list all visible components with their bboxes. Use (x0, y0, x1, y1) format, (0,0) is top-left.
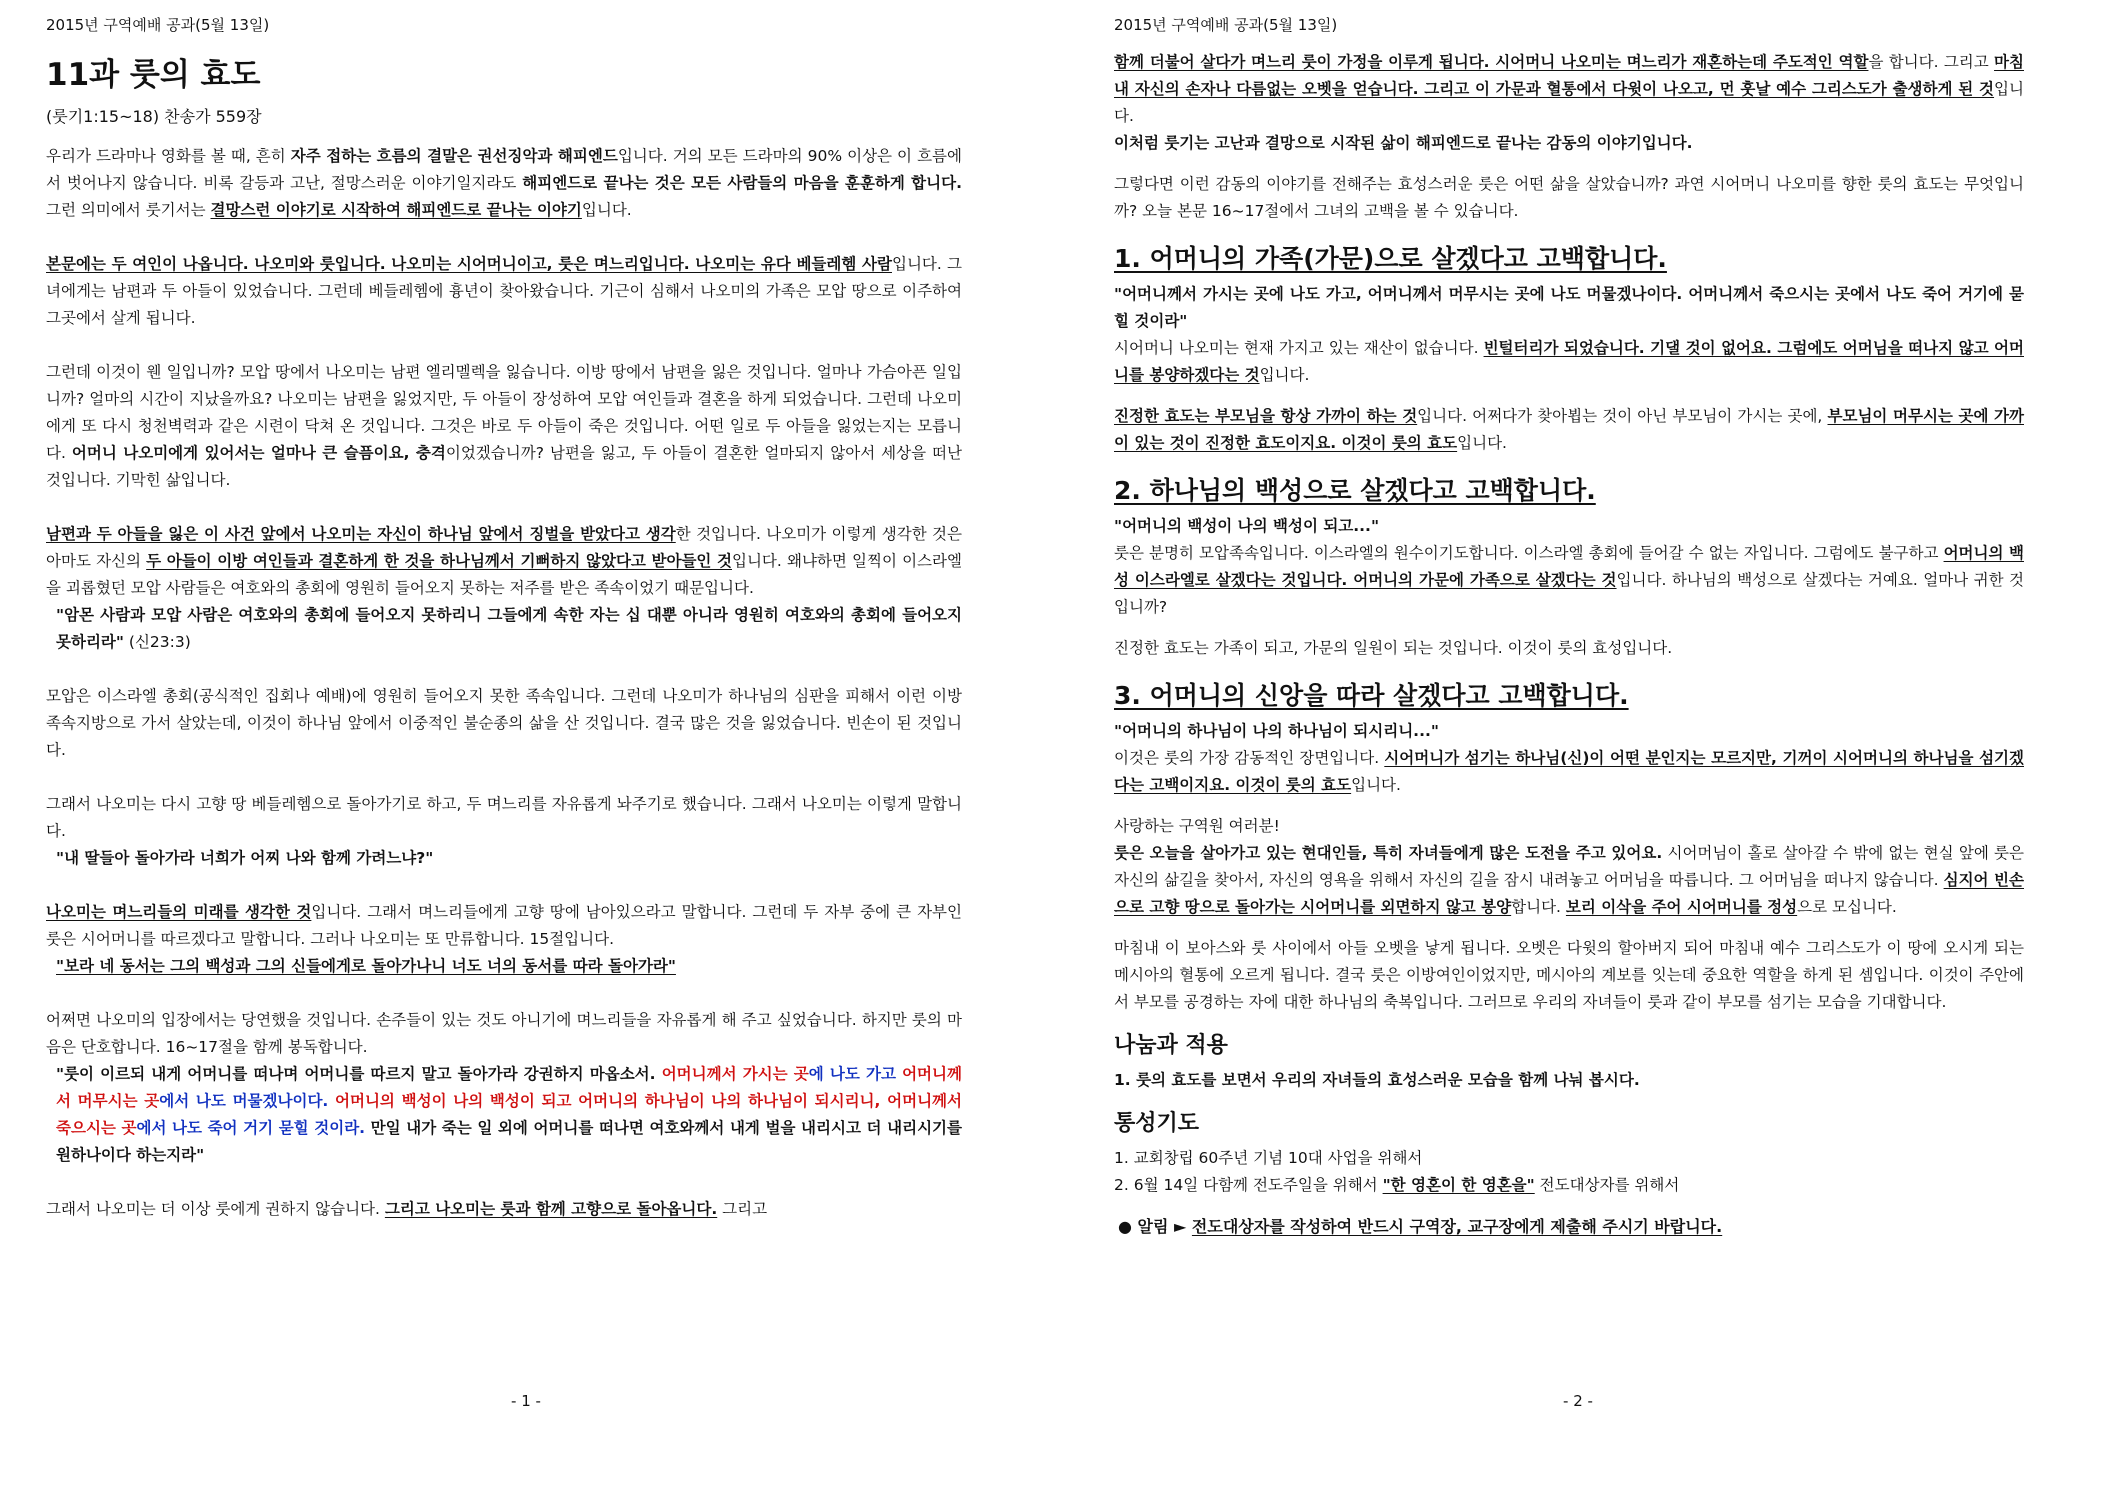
lesson-title: 11과 룻의 효도 (46, 57, 261, 93)
section-quote: "어머니의 백성이 나의 백성이 되고..." (1114, 517, 1380, 535)
paragraph: 마침내 이 보아스와 룻 사이에서 아들 오벳을 낳게 됩니다. 오벳은 다윗의 할아버지 되어 마침내 예수 그리스도가 이 땅에 오시게 되는 메시아의 혈통에 오르게 됩니다. 결국 룻은 이방여인이었지만, 메시아의 계보를 잇는데 중요한 역할을 하게 된 셈입니다. 이것이 주안에서 부모를 공경하는 자에 대한 하나님의 축복입니다. 그러므로 우리의 자녀들이 룻과 같이 부모를 섬기는 모습을 기대합니다. (1114, 939, 2024, 1011)
scripture-quote: "암몬 사람과 모압 사람은 여호와의 총회에 들어오지 못하리니 그들에게 속한 자는 십 대뿐 아니라 영원히 여호와의 총회에 들어오지 못하리라" (신23:3) (56, 606, 962, 651)
paragraph: 우리가 드라마나 영화를 볼 때, 흔히 자주 접하는 흐름의 결말은 권선징악과 해피엔드입니다. 거의 모든 드라마의 90% 이상은 이 흐름에서 벗어나지 않습니다. 비록 갈등과 고난, 절망스러운 이야기일지라도 해피엔드로 끝나는 것은 모든 사람들의 마음을 훈훈하게 합니다. 그런 의미에서 룻기서는 결망스런 이야기로 시작하여 해피엔드로 끝나는 이야기입니다. (46, 147, 962, 219)
prayer-item: 1. 교회창립 60주년 기념 10대 사업을 위해서 (1114, 1149, 1423, 1167)
page-number: - 2 - (1563, 1392, 1593, 1410)
paragraph: 그래서 나오미는 다시 고향 땅 베들레헴으로 돌아가기로 하고, 두 며느리를 자유롭게 놔주기로 했습니다. 그래서 나오미는 이렇게 말합니다. (46, 795, 962, 840)
scripture-quote: "보라 네 동서는 그의 백성과 그의 신들에게로 돌아가나니 너도 너의 동서를 따라 돌아가라" (56, 957, 676, 975)
paragraph: 이것은 룻의 가장 감동적인 장면입니다. 시어머니가 섬기는 하나님(신)이 어떤 분인지는 모르지만, 기꺼이 시어머니의 하나님을 섬기겠다는 고백이지요. 이것이 룻의 효도입니다. (1114, 749, 2024, 794)
paragraph: 사랑하는 구역원 여러분! (1114, 817, 1280, 835)
prayer-heading: 통성기도 (1114, 1111, 1200, 1136)
paragraph: 그래서 나오미는 더 이상 룻에게 권하지 않습니다. 그리고 나오미는 룻과 함께 고향으로 돌아옵니다. 그리고 (46, 1200, 768, 1218)
paragraph: 룻은 분명히 모압족속입니다. 이스라엘의 원수이기도합니다. 이스라엘 총회에 들어갈 수 없는 자입니다. 그럼에도 불구하고 어머니의 백성 이스라엘로 살겠다는 것입니다. 어머니의 가문에 가족으로 살겠다는 것입니다. 하나님의 백성으로 살겠다는 거예요. 얼마나 귀한 것입니까? (1114, 544, 2024, 616)
paragraph: 본문에는 두 여인이 나옵니다. 나오미와 룻입니다. 나오미는 시어머니이고, 룻은 며느리입니다. 나오미는 유다 베들레헴 사람입니다. 그녀에게는 남편과 두 아들이 있었습니다. 그런데 베들레헴에 흉년이 찾아왔습니다. 기근이 심해서 나오미의 가족은 모압 땅으로 이주하여 그곳에서 살게 됩니다. (46, 255, 963, 327)
section-quote: "어머니의 하나님이 나의 하나님이 되시리니..." (1114, 722, 1439, 740)
paragraph: 그런데 이것이 웬 일입니까? 모압 땅에서 나오미는 남편 엘리멜렉을 잃습니다. 이방 땅에서 남편을 잃은 것입니다. 얼마나 가슴아픈 일입니까? 얼마의 시간이 지났을까요? 나오미는 남편을 잃었지만, 두 아들이 장성하여 모압 여인들과 결혼을 하게 되었습니다. 그런데 나오미에게 또 다시 청천벽력과 같은 시련이 닥쳐 온 것입니다. 그것은 바로 두 아들이 죽은 것입니다. 어떤 일로 두 아들을 잃었는지는 모릅니다. 어머니 나오미에게 있어서는 얼마나 큰 슬픔이요, 충격이었겠습니까? 남편을 잃고, 두 아들이 결혼한 얼마되지 않아서 세상을 떠난 것입니다. 기막힌 삶입니다. (46, 363, 962, 489)
scripture-quote-colored: "룻이 이르되 내게 어머니를 떠나며 어머니를 따르지 말고 돌아가라 강권하지 마옵소서. 어머니께서 가시는 곳에 나도 가고 어머니께서 머무시는 곳에서 나도 머물겠나이다. 어머니의 백성이 나의 백성이 되고 어머니의 하나님이 나의 하나님이 되시리니, 어머니께서 죽으시는 곳에서 나도 죽어 거기 묻힐 것이라. 만일 내가 죽는 일 외에 어머니를 떠나면 여호와께서 내게 벌을 내리시고 더 내리시기를 원하나이다 하는지라" (56, 1065, 962, 1164)
scripture-reference: (룻기1:15~18) 찬송가 559장 (46, 107, 262, 126)
paragraph: 진정한 효도는 부모님을 항상 가까이 하는 것입니다. 어쩌다가 찾아뵙는 것이 아닌 부모님이 가시는 곳에, 부모님이 머무시는 곳에 가까이 있는 것이 진정한 효도이지요. 이것이 룻의 효도입니다. (1114, 407, 2024, 452)
paragraph: 진정한 효도는 가족이 되고, 가문의 일원이 되는 것입니다. 이것이 룻의 효성입니다. (1114, 639, 1673, 657)
notice-label: 알림 ► (1137, 1217, 1187, 1236)
notice (1114, 1213, 2024, 1240)
paragraph: 나오미는 며느리들의 미래를 생각한 것입니다. 그래서 며느리들에게 고향 땅에 남아있으라고 말합니다. 그런데 두 자부 중에 큰 자부인 룻은 시어머니를 따르겠다고 말합니다. 그러나 나오미는 또 만류합니다. 15절입니다. (46, 903, 962, 948)
bullet-icon: ● (1118, 1217, 1132, 1236)
section-quote: "어머니께서 가시는 곳에 나도 가고, 어머니께서 머무시는 곳에 나도 머물겠나이다. 어머니께서 죽으시는 곳에서 나도 죽어 거기에 묻힐 것이라" (1114, 285, 2024, 330)
prayer-item: 2. 6월 14일 다함께 전도주일을 위해서 "한 영혼이 한 영혼을" 전도대상자를 위해서 (1114, 1176, 1680, 1194)
page-header: 2015년 구역예배 공과(5월 13일) (1114, 16, 1338, 34)
section-heading: 1. 어머니의 가족(가문)으로 살겠다고 고백합니다. (1114, 244, 1667, 273)
page-2 (1052, 0, 2104, 1488)
paragraph: 시어머니 나오미는 현재 가지고 있는 재산이 없습니다. 빈털터리가 되었습니다. 기댈 것이 없어요. 그럼에도 어머님을 떠나지 않고 어머니를 봉양하겠다는 것입니다. (1114, 339, 2024, 384)
share-heading: 나눔과 적용 (1114, 1033, 1228, 1058)
paragraph: 룻은 오늘을 살아가고 있는 현대인들, 특히 자녀들에게 많은 도전을 주고 있어요. 시어머님이 홀로 살아갈 수 밖에 없는 현실 앞에 룻은 자신의 삶길을 찾아서, 자신의 영욕을 위해서 자신의 길을 잠시 내려놓고 어머님을 따릅니다. 그 어머님을 떠나지 않습니다. 심지어 빈손으로 고향 땅으로 돌아가는 시어머니를 외면하지 않고 봉양합니다. 보리 이삭을 주어 시어머니를 정성으로 모십니다. (1114, 844, 2024, 916)
page-header: 2015년 구역예배 공과(5월 13일) (46, 16, 270, 34)
scripture-quote: "내 딸들아 돌아가라 너희가 어찌 나와 함께 가려느냐?" (56, 849, 434, 867)
section-heading: 2. 하나님의 백성으로 살겠다고 고백합니다. (1114, 476, 1596, 505)
paragraph: 모압은 이스라엘 총회(공식적인 집회나 예배)에 영원히 들어오지 못한 족속입니다. 그런데 나오미가 하나님의 심판을 피해서 이런 이방 족속지방으로 가서 살았는데, 이것이 하나님 앞에서 이중적인 불순종의 삶을 산 것입니다. 결국 많은 것을 잃었습니다. 빈손이 된 것입니다. (46, 687, 962, 759)
paragraph: 어쩌면 나오미의 입장에서는 당연했을 것입니다. 손주들이 있는 것도 아니기에 며느리들을 자유롭게 해 주고 싶었습니다. 하지만 룻의 마음은 단호합니다. 16~17절을 함께 봉독합니다. (46, 1011, 962, 1056)
section-heading: 3. 어머니의 신앙을 따라 살겠다고 고백합니다. (1114, 681, 1629, 710)
share-item: 1. 룻의 효도를 보면서 우리의 자녀들의 효성스러운 모습을 함께 나눠 봅시다. (1114, 1071, 1640, 1089)
paragraph: 그렇다면 이런 감동의 이야기를 전해주는 효성스러운 룻은 어떤 삶을 살았습니까? 과연 시어머니 나오미를 향한 룻의 효도는 무엇입니까? 오늘 본문 16~17절에서 그녀의 고백을 볼 수 있습니다. (1114, 175, 2024, 220)
notice-text: 전도대상자를 작성하여 반드시 구역장, 교구장에게 제출해 주시기 바랍니다. (1191, 1217, 1723, 1236)
page-number: - 1 - (511, 1392, 541, 1410)
paragraph: 함께 더불어 살다가 며느리 룻이 가정을 이루게 됩니다. 시어머니 나오미는 며느리가 재혼하는데 주도적인 역할을 합니다. 그리고 마침내 자신의 손자나 다름없는 오벳을 얻습니다. 그리고 이 가문과 혈통에서 다윗이 나오고, 먼 훗날 예수 그리스도가 출생하게 된 것입니다. (1114, 53, 2024, 125)
paragraph: 남편과 두 아들을 잃은 이 사건 앞에서 나오미는 자신이 하나님 앞에서 징벌을 받았다고 생각한 것입니다. 나오미가 이렇게 생각한 것은 아마도 자신의 두 아들이 이방 여인들과 결혼하게 한 것을 하나님께서 기뻐하지 않았다고 받아들인 것입니다. 왜냐하면 일찍이 이스라엘을 괴롭혔던 모압 사람들은 여호와의 총회에 영원히 들어오지 못하는 저주를 받은 족속이었기 때문입니다. (46, 525, 963, 597)
paragraph: 이처럼 룻기는 고난과 결망으로 시작된 삶이 해피엔드로 끝나는 감동의 이야기입니다. (1114, 134, 1693, 152)
